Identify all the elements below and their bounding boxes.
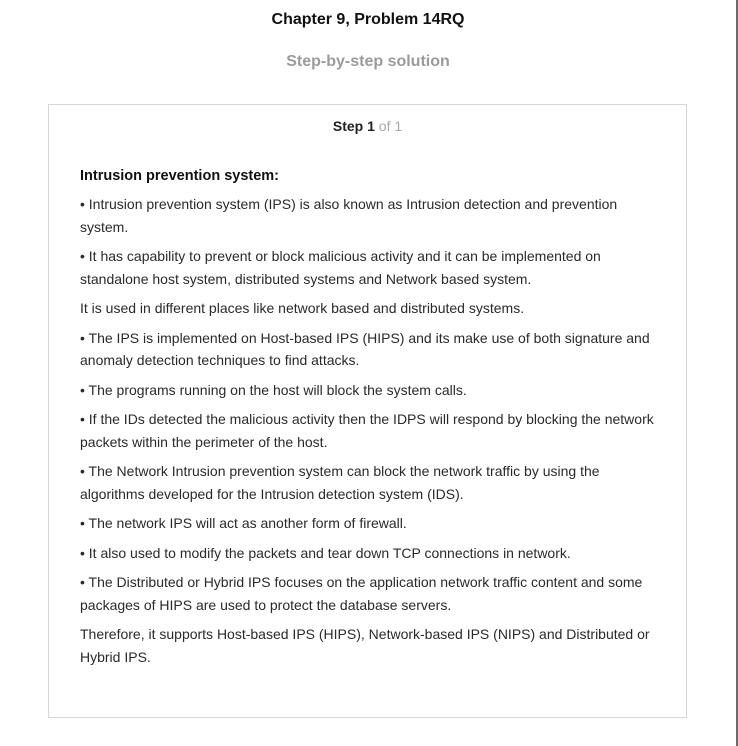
- step-label: Step: [332, 118, 364, 134]
- solution-paragraph: • The network IPS will act as another form of firewall.: [80, 515, 407, 531]
- step-indicator: [49, 118, 686, 134]
- solution-card: [48, 104, 687, 718]
- solution-paragraph: • The Distributed or Hybrid IPS focuses on the application network traffic content and some packages of HIPS are used to protect the database servers.: [80, 574, 643, 613]
- solution-paragraph: • The IPS is implemented on Host-based IPS (HIPS) and its make use of both signature and anomaly detection techniques to find attacks.: [80, 329, 650, 368]
- step-total: of 1: [378, 118, 403, 134]
- solution-paragraph: • The programs running on the host will block the system calls.: [80, 381, 467, 398]
- solution-paragraph: • It also used to modify the packets and tear down TCP connections in network.: [80, 544, 571, 561]
- solution-paragraph: Therefore, it supports Host-based IPS (HIPS), Network-based IPS (NIPS) and Distributed or Hybrid IPS.: [80, 626, 650, 665]
- step-number: 1: [367, 118, 375, 134]
- solution-paragraph: It is used in different places like network based and distributed systems.: [80, 300, 525, 316]
- solution-content: [80, 167, 665, 675]
- solution-heading: Intrusion prevention system:: [80, 168, 280, 184]
- chapter-title: Chapter 9, Problem 14RQ: [271, 11, 465, 28]
- solution-paragraph: • If the IDs detected the malicious activity then the IDPS will respond by blocking the network packets within the perimeter of the host.: [80, 411, 654, 450]
- solution-paragraph: • The Network Intrusion prevention system can block the network traffic by using the algorithms developed for the Intrusion detection system (IDS).: [80, 463, 600, 502]
- solution-paragraph: • Intrusion prevention system (IPS) is also known as Intrusion detection and prevention system.: [80, 196, 618, 235]
- solution-paragraph: • It has capability to prevent or block malicious activity and it can be implemented on standalone host system, distributed systems and Network based system.: [80, 248, 601, 287]
- solution-subtitle: Step-by-step solution: [286, 53, 450, 70]
